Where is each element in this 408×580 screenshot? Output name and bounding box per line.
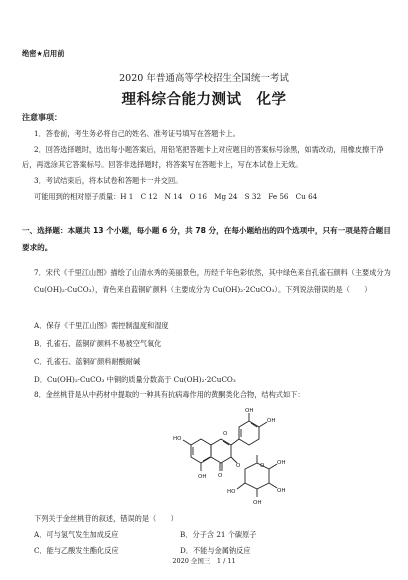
label-o-glycoside: O xyxy=(236,463,241,469)
q7-option-d: D．Cu(OH)₂·CuCO₃ 中铜的质量分数高于 Cu(OH)₂·2CuCO₃ xyxy=(34,375,236,384)
label-oh-b2: OH xyxy=(267,418,276,424)
label-ho-s: HO xyxy=(227,489,236,495)
hyperoside-structure-diagram xyxy=(165,403,295,523)
q7-option-c: C．孔雀石、蓝铜矿颜料耐酸耐碱 xyxy=(34,357,141,366)
label-oh-b1: OH xyxy=(245,408,254,414)
q8-stem: 8．金丝桃苷是从中药材中提取的一种具有抗病毒作用的黄酮类化合物，结构式如下： xyxy=(34,390,305,399)
notice-item-3: 3．考试结束后，将本试卷和答题卡一并交回。 xyxy=(34,176,183,185)
q8-option-b: B．分子含 21 个碳原子 xyxy=(180,530,257,539)
q8-question: 下列关于金丝桃苷的叙述，错误的是（ ） xyxy=(34,514,178,523)
q8-option-a: A．可与氢气发生加成反应 xyxy=(34,530,119,539)
q8-option-d: D．不能与金属钠反应 xyxy=(180,546,251,555)
confidential-label: 绝密★启用前 xyxy=(22,49,65,58)
atomic-masses: 可能用到的相对原子质量：H 1 C 12 N 14 O 16 Mg 24 S 32 Fe 56 Cu 64 xyxy=(34,192,318,201)
label-o-sugar: O xyxy=(260,463,265,469)
page-footer: 2020 全国三 1 / 11 xyxy=(172,557,236,565)
label-o-ring: O xyxy=(223,431,228,437)
label-oh-a: OH xyxy=(198,474,207,480)
label-oh-s1: OH xyxy=(277,460,286,466)
notice-title: 注意事项： xyxy=(22,113,62,122)
q8-option-c: C．能与乙酸发生酯化反应 xyxy=(34,546,119,555)
exam-title: 2020 年普通高等学校招生全国统一考试 xyxy=(119,73,289,84)
notice-item-1: 1．答卷前，考生务必将自己的姓名、准考证号填写在答题卡上。 xyxy=(34,129,240,138)
q7-stem: 7．宋代《千里江山图》描绘了山清水秀的美丽景色，历经千年色彩依然，其中绿色来自孔雀石颜料（主要成分为 Cu(OH)₂·CuCO₃），青色来自蓝铜矿颜料（主要成分为 Cu(OH)₂·2CuCO₃）。下列说法错误的是（ ） xyxy=(34,268,391,294)
label-ho-a: HO xyxy=(173,436,182,442)
section-instructions: 一、选择题：本题共 13 个小题，每小题 6 分，共 78 分，在每小题给出的四个选项中，只有一项是符合题目要求的。 xyxy=(22,226,391,252)
notice-item-2: 2．回答选择题时，选出每小题答案后，用铅笔把答题卡上对应题目的答案标号涂黑，如需改动，用橡皮擦干净后，再选涂其它答案标号。回答非选择题时，将答案写在答题卡上，写在本试卷上无效。 xyxy=(22,145,384,169)
label-o-carbonyl: O xyxy=(218,473,223,479)
subject-title: 理科综合能力测试 化学 xyxy=(121,92,287,108)
label-oh-s2: OH xyxy=(277,488,286,494)
label-oh-s3: OH xyxy=(253,500,262,506)
q7-option-a: A．保存《千里江山图》需控制温度和湿度 xyxy=(34,321,169,330)
q7-option-b: B．孔雀石、蓝铜矿颜料不易被空气氧化 xyxy=(34,339,162,348)
